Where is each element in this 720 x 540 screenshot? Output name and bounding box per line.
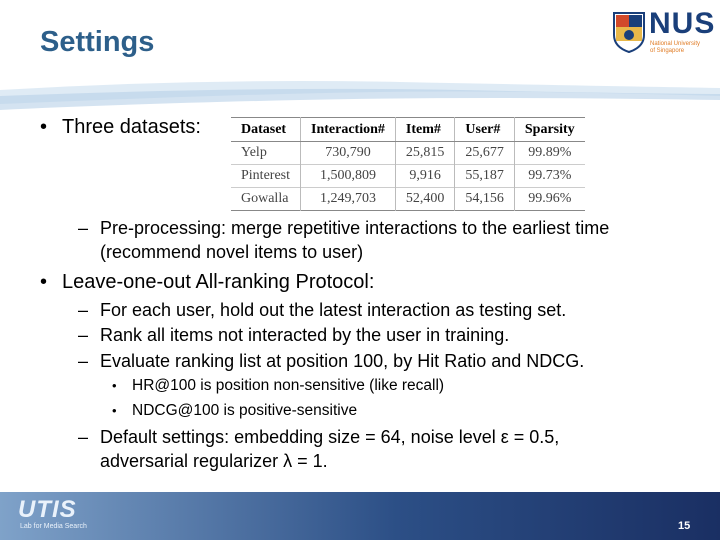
dash-marker: –	[78, 218, 89, 238]
bullet-marker: •	[112, 403, 117, 418]
nus-subtitle: National University of Singapore	[650, 41, 701, 54]
preprocessing-line1: Pre-processing: merge repetitive interactions to the earliest time	[100, 218, 610, 238]
table-cell: 55,187	[455, 165, 515, 188]
table-cell: Pinterest	[231, 165, 301, 188]
table-cell: 52,400	[395, 188, 455, 211]
table-cell: 99.96%	[514, 188, 584, 211]
metric-note-text: NDCG@100 is positive-sensitive	[132, 402, 358, 419]
utis-tagline: Lab for Media Search	[20, 523, 87, 530]
table-cell: 25,677	[455, 142, 515, 165]
table-cell: 1,500,809	[301, 165, 396, 188]
bullet-text: Three datasets:	[62, 116, 201, 138]
header-cell: Interaction#	[301, 118, 396, 142]
table-header-row	[231, 118, 585, 142]
bullet-marker: •	[40, 271, 48, 293]
footer-bar	[0, 492, 720, 540]
table-row	[231, 165, 585, 188]
header-cell: Dataset	[231, 118, 301, 142]
table-cell: 730,790	[301, 142, 396, 165]
table-cell: 99.89%	[514, 142, 584, 165]
bullet-datasets	[40, 116, 201, 139]
table-cell: 25,815	[395, 142, 455, 165]
preprocessing-line2: (recommend novel items to user)	[100, 242, 364, 262]
protocol-item	[78, 298, 566, 322]
protocol-text: Evaluate ranking list at position 100, by Hit Ratio and NDCG.	[100, 351, 585, 371]
metric-note-text: HR@100 is position non-sensitive (like recall)	[132, 377, 445, 394]
preprocessing-item	[78, 216, 609, 264]
table-cell: Yelp	[241, 145, 267, 160]
metric-note	[112, 377, 444, 395]
metric-note	[112, 402, 357, 420]
bullet-marker: •	[112, 378, 117, 393]
protocol-text: Rank all items not interacted by the user in training.	[100, 325, 510, 345]
header-cell: User#	[455, 118, 515, 142]
dataset-table	[231, 117, 585, 211]
table-cell: 99.73%	[514, 165, 584, 188]
table-cell: 54,156	[455, 188, 515, 211]
dash-marker: –	[78, 351, 89, 371]
defaults-item	[78, 425, 559, 473]
defaults-line1: Default settings: embedding size = 64, noise level ε = 0.5,	[100, 427, 560, 447]
table-row	[231, 142, 585, 165]
header-swoosh-decoration	[0, 60, 720, 120]
page-number: 15	[678, 520, 691, 532]
table-cell: 9,916	[395, 165, 455, 188]
dash-marker: –	[78, 300, 89, 320]
dash-marker: –	[78, 427, 89, 447]
bullet-marker: •	[40, 116, 48, 138]
protocol-item	[78, 349, 584, 373]
nus-logo	[612, 7, 716, 57]
bullet-protocol	[40, 271, 374, 294]
protocol-item	[78, 323, 509, 347]
header-cell: Sparsity	[514, 118, 584, 142]
table-cell: Gowalla	[231, 188, 301, 211]
slide-title: Settings	[40, 26, 155, 58]
protocol-text: For each user, hold out the latest interaction as testing set.	[100, 300, 567, 320]
header-cell: Item#	[395, 118, 455, 142]
bullet-text: Leave-one-out All-ranking Protocol:	[62, 271, 375, 293]
utis-logo: UTIS	[18, 496, 77, 523]
table-cell: 1,249,703	[301, 188, 396, 211]
table-row	[231, 188, 585, 211]
dash-marker: –	[78, 325, 89, 345]
nus-crest-icon	[612, 11, 646, 53]
nus-wordmark: NUS	[649, 7, 716, 40]
defaults-line2: adversarial regularizer λ = 1.	[100, 451, 328, 471]
